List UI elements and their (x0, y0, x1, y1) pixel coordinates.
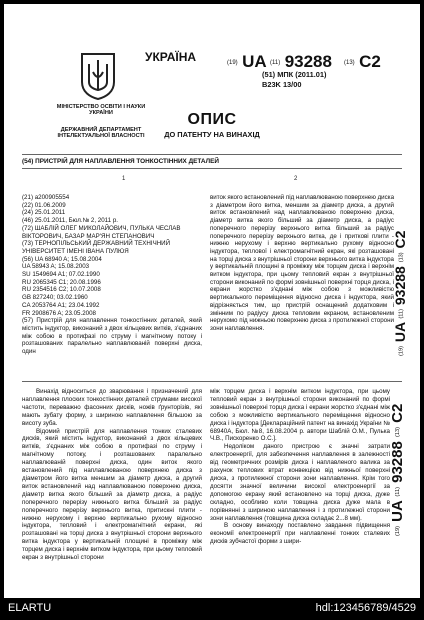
document-subtitle: ДО ПАТЕНТУ НА ВИНАХІД (164, 130, 260, 139)
description-column-2 (210, 388, 390, 546)
paragraph: Відомий пристрій для наплавлення тонких сталевих дисків, який містить індуктор, виконаний з двох кільцевих витків, з'єднаних між собою в протифазі по струму і магнітному потоку, і розташованих паралельно наплавлюваній поверхні диска, один виток якого встановлений під наплавлюваною поверхнею диска з діаметром його витка меншим за діаметр диска, а другий виток встановлений над наплавлюваною поверхнею диска, діаметр витка якого більший за діаметр диска, а радіус поперечного перерізу нижнього витка більший за радіус поперечного перерізу верхнього витка, притискні плити - нижню нерухому і верхню вертикально рухому відносно індуктора, тепловий і електромагнітний екрани, які розташовані на торці диска з внутрішньої сторони верхнього витка індуктора у вертикальній площині в проміжку між торцем диска і верхнім витком індуктора, при цьому тепловий екран з внутрішньої сторони (22, 427, 202, 562)
abstract-continuation: виток якого встановлений під наплавлюваною поверхнею диска з діаметром його витка, меншим за діаметр диска, а другий виток встановлений над наплавлюваною поверхнею диска, діаметр витка якого більший за діаметр диска, а радіус поперечного перерізу верхнього витка більший за радіус поперечного перерізу верхнього витка, де і приткові плити - нижню нерухому і верхню вертикально рухому відносно індуктора, теплової і електромагнітний екран, які розташовані на торці диска з внутрішньої сторони верхнього витка індуктора у вертикальній площині в проміжку між торцем диска і верхнім витком індуктора, при цьому тепловий екран з внутрішньої сторони виконаний по формі зовнішньої поверхні торця диска, і екрани жорстко з'єднані між собою з можливістю вертикального переміщення відносно диска і індуктора, який відрізняється тим, що пристрій оснащений додатковим і змінним по радіусу диска тепловим екраном, встановленим нерухомо під нижньою поверхнею диска з протилежної сторони зони наплавлення. (210, 194, 395, 332)
invention-title: (54) ПРИСТРІЙ ДЛЯ НАПЛАВЛЕННЯ ТОНКОСТІННИХ ДЕТАЛЕЙ (22, 154, 402, 169)
bibliographic-data (22, 194, 202, 356)
kind-code-block: (13) C2 (344, 52, 381, 71)
patent-number: 93288 (284, 52, 332, 71)
paragraph: Недоліком даного пристрою є значні затрати електроенергії, для забезпечення наплавлення в залежності від геометричних розмірів диска і наплавленого валика за рахунок теплових втрат конвекцією від нижньої поверхні диска, з протилежної сторони зони наплавлення. Крім того досягти значної величини високої електроенергії за допомогою екрану який встановлено на торці диска, дуже складно, особливо коли товщина диска дуже мала в порівнянні з шириною наплавлення і з протилежної сторони зони наплавлення (товщина диска складає 2...8 мм). (210, 443, 390, 522)
department-name: ДЕРЖАВНИЙ ДЕПАРТАМЕНТ ІНТЕЛЕКТУАЛЬНОЇ ВЛАСНОСТІ (57, 127, 145, 140)
column-number-1: 1 (122, 176, 126, 182)
handle-id: hdl:123456789/4529 (315, 602, 416, 614)
side-patent-id-bottom: (19) UA (11) 93288 (13) C2 (389, 403, 406, 536)
field-46: (46) 25.01.2011, Бюл.№ 2, 2011 р. (22, 217, 118, 225)
patent-page (4, 4, 420, 598)
patent-number-block: (11) 93288 (270, 52, 332, 71)
classification (262, 70, 326, 89)
country-code-block: (19) UA (227, 52, 267, 71)
document-title: ОПИС (187, 111, 237, 128)
reference-list: UA 58943 A; 15.08.2003 SU 1549694 A1; 07.02.1990 RU 2065345 C1; 20.08.1996 RU 2354516 C2; 10.07.2008 GB 827240; 03.02.1960 CA 2053764 A1; 23.04.1992 FR 2908676 A; 23.05.2008 (22, 263, 101, 317)
field-57: (57) Пристрій для наплавлення тонкостінних деталей, який містить індуктор, виконаний з двох кільцевих витків, з'єднаних між собою в протифазі по струму і магнітному потоку і розташованих паралельно наплавлюваній поверхні диска, один (22, 317, 202, 356)
field-73: (73) ТЕРНОПІЛЬСЬКИЙ ДЕРЖАВНИЙ ТЕХНІЧНИЙ УНІВЕРСИТЕТ ІМЕНІ ІВАНА ПУЛЮЯ (22, 240, 171, 255)
country-name: УКРАЇНА (145, 50, 197, 64)
country-code: UA (242, 52, 267, 71)
mpk-line: (51) МПК (2011.01) (262, 70, 327, 79)
paragraph: між торцем диска і верхнім витком індуктора, при цьому тепловий екран з внутрішньої сторони виконаний по формі зовнішньої поверхні торця диска і екрани жорстко з'єднані між собою з можливістю вертикального переміщення відносно диска і індуктора [Деклараційний патент на винахід України № 68940А, Бюл. №8, 16.08.2004 р. автори Шаблій О.М., Пулька Ч.В., Пискоренко О.С.]. (210, 388, 390, 443)
repository-footer (0, 598, 424, 620)
description-column-1 (22, 388, 202, 562)
field-24: (24) 25.01.2011 (22, 209, 66, 217)
paragraph: Винахід відноситься до зварювання і призначений для наплавлення плоских тонкостінних деталей струмами високої частоти, переважно фасонних дисків, ножів ґрунторізів, які мають зубату форму, з шириною наплавлення більшою за висоту зуба. (22, 388, 202, 427)
ipc-code: B23K 13/00 (262, 79, 302, 89)
kind-code: C2 (359, 52, 381, 71)
ministry-name: МІНІСТЕРСТВО ОСВІТИ І НАУКИ УКРАЇНИ (56, 104, 146, 117)
repository-name: ELARTU (8, 602, 52, 614)
column-number-2: 2 (294, 176, 298, 182)
field-22: (22) 01.06.2009 (22, 201, 66, 209)
paragraph: В основу винаходу поставлено завдання підвищення економії електроенергії при наплавленні тонких сталевих дисків зубчастої форми з шири- (210, 522, 390, 546)
trident-emblem-icon (80, 52, 116, 100)
field-21: (21) а200905554 (22, 194, 70, 201)
field-72: (72) ШАБЛІЙ ОЛЕГ МИКОЛАЙОВИЧ, ПУЛЬКА ЧЕСЛАВ ВІКТОРОВИЧ, БАЗАР МАР'ЯН СТЕПАНОВИЧ (22, 224, 181, 240)
field-56: (56) UA 68940 A; 15.08.2004 (22, 255, 102, 263)
side-patent-id-top: (19) UA (11) 93288 (13) C2 (392, 230, 408, 356)
section-divider (22, 381, 402, 382)
